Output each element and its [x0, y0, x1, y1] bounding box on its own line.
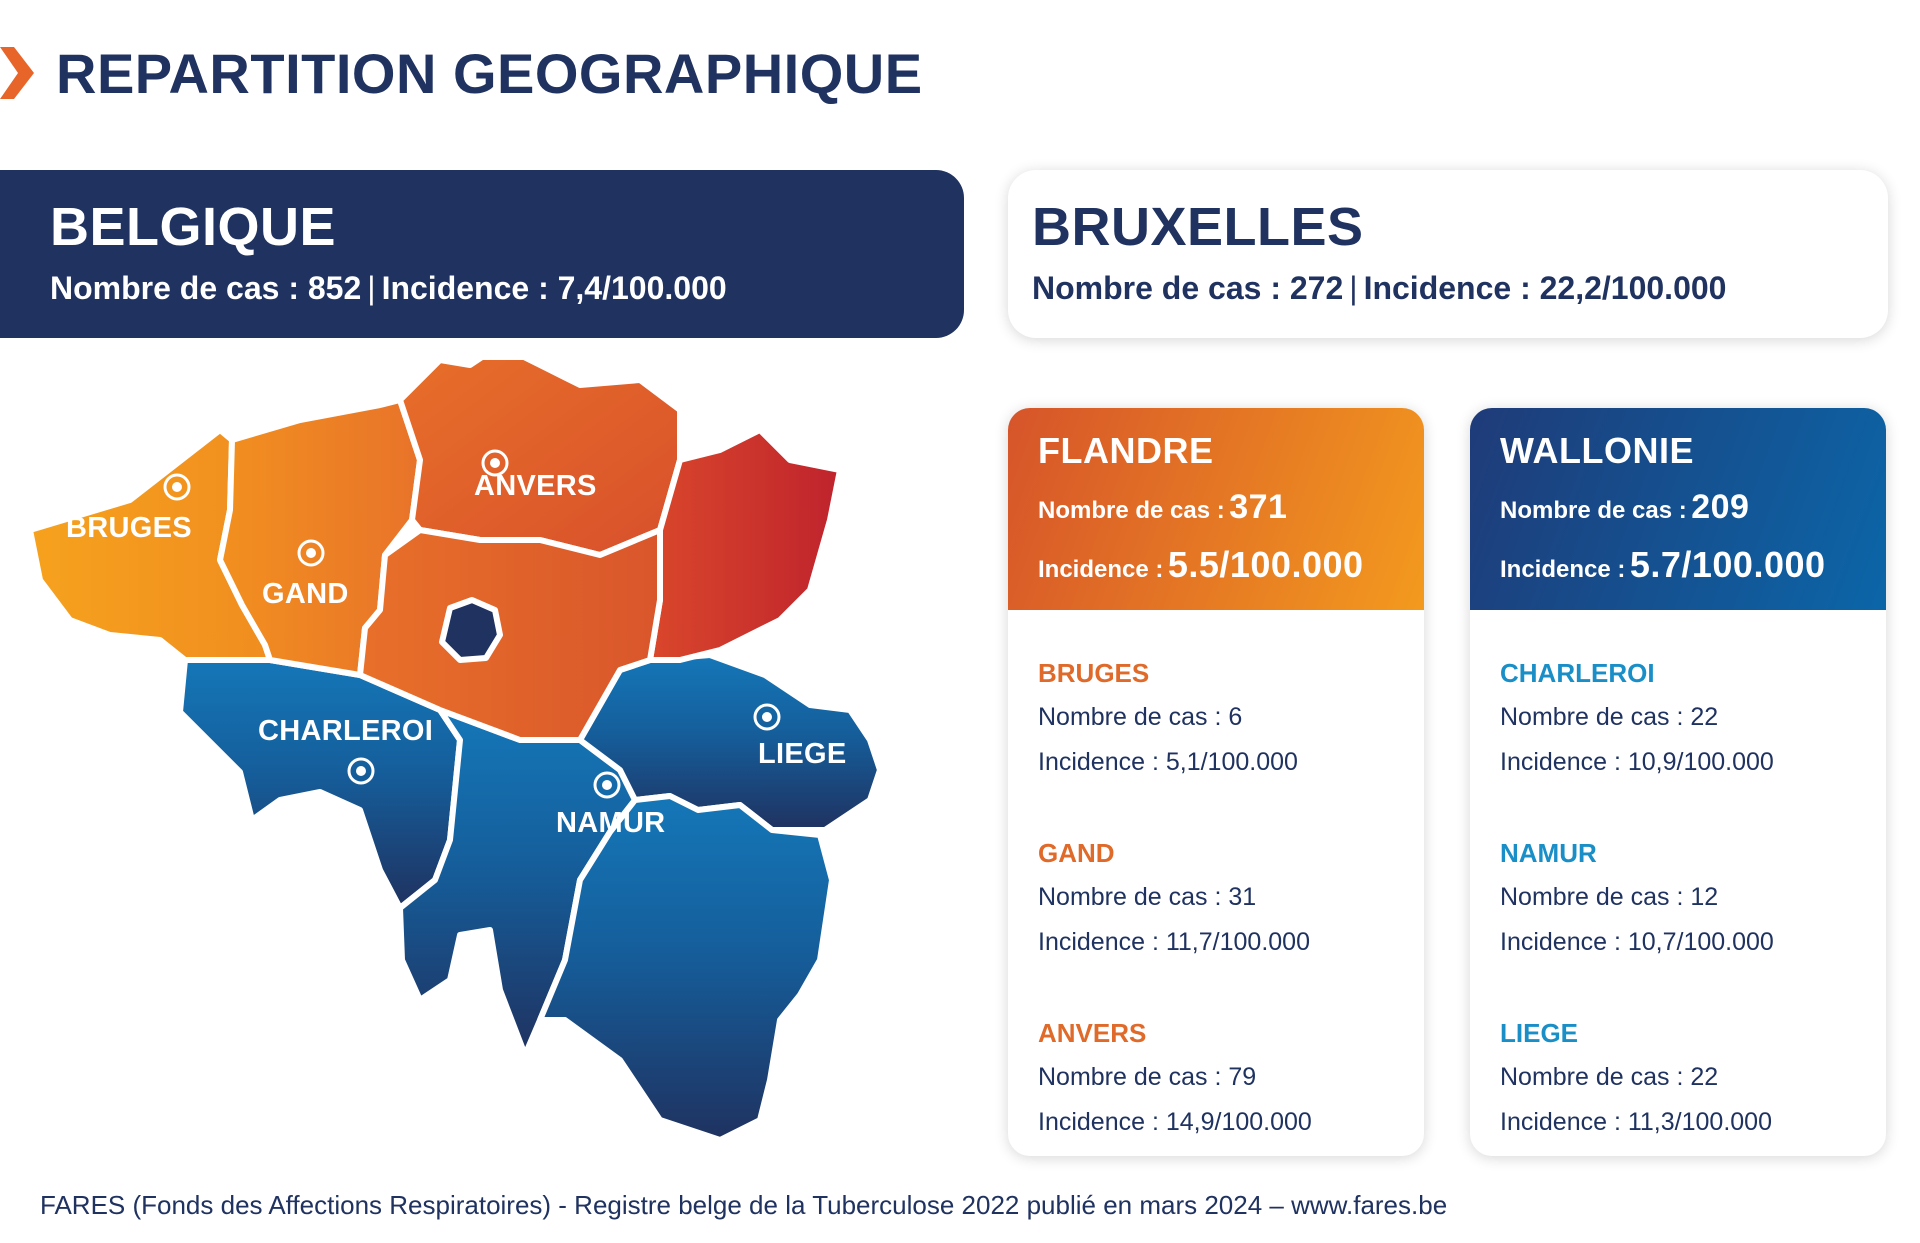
- wallonie-cases: [1500, 488, 1749, 527]
- map-label-gand: GAND: [262, 578, 349, 610]
- city-incidence: Incidence : 11,3/100.000: [1500, 1108, 1772, 1136]
- city-name: LIEGE: [1500, 1018, 1579, 1048]
- bruxelles-summary-card: [1008, 170, 1888, 338]
- cases-value: 371: [1229, 488, 1288, 526]
- target-marker-icon: [480, 448, 510, 478]
- city-incidence: Incidence : 10,9/100.000: [1500, 748, 1774, 776]
- flandre-title: FLANDRE: [1038, 430, 1214, 471]
- city-name: BRUGES: [1038, 658, 1150, 688]
- city-name: ANVERS: [1038, 1018, 1147, 1048]
- incidence-label: Incidence :: [1038, 556, 1164, 583]
- city-block-charleroi: [1500, 658, 1774, 793]
- belgique-summary-card: [0, 170, 964, 338]
- bruxelles-cases: Nombre de cas : 272: [1032, 270, 1344, 306]
- target-marker-icon: [346, 756, 376, 786]
- city-block-bruges: [1038, 658, 1298, 793]
- city-incidence: Incidence : 11,7/100.000: [1038, 928, 1310, 956]
- city-block-namur: [1500, 838, 1774, 973]
- city-cases: Nombre de cas : 6: [1038, 703, 1243, 731]
- page-header: [0, 38, 923, 108]
- chevron-right-icon: [0, 43, 40, 103]
- city-incidence: Incidence : 14,9/100.000: [1038, 1108, 1312, 1136]
- source-footer: FARES (Fonds des Affections Respiratoires) - Registre belge de la Tuberculose 2022 publié en mars 2024 – www.fares.be: [40, 1190, 1448, 1220]
- page-title: REPARTITION GEOGRAPHIQUE: [56, 41, 923, 105]
- cases-label: Nombre de cas :: [1038, 497, 1225, 524]
- bruxelles-stats: [1032, 270, 1726, 307]
- belgium-map: [20, 360, 980, 1165]
- stats-separator: |: [367, 270, 376, 306]
- target-marker-icon: [162, 472, 192, 502]
- belgique-cases: Nombre de cas : 852: [50, 270, 362, 306]
- incidence-label: Incidence :: [1500, 556, 1626, 583]
- map-label-anvers: ANVERS: [474, 470, 597, 502]
- city-cases: Nombre de cas : 22: [1500, 703, 1719, 731]
- target-marker-icon: [592, 770, 622, 800]
- target-marker-icon: [752, 702, 782, 732]
- limburg-region: [650, 430, 840, 660]
- cases-value: 209: [1691, 488, 1750, 526]
- city-block-anvers: [1038, 1018, 1312, 1153]
- flandre-card-header: [1008, 408, 1424, 610]
- bruxelles-incidence: Incidence : 22,2/100.000: [1363, 270, 1727, 306]
- map-label-bruges: BRUGES: [66, 512, 192, 544]
- wallonie-card-header: [1470, 408, 1886, 610]
- map-label-liege: LIEGE: [758, 738, 847, 770]
- stats-separator: |: [1349, 270, 1358, 306]
- city-cases: Nombre de cas : 79: [1038, 1063, 1257, 1091]
- city-incidence: Incidence : 5,1/100.000: [1038, 748, 1298, 776]
- city-cases: Nombre de cas : 22: [1500, 1063, 1719, 1091]
- bruxelles-title: BRUXELLES: [1032, 197, 1364, 257]
- city-block-gand: [1038, 838, 1310, 973]
- flandre-card: [1008, 408, 1424, 1156]
- city-name: GAND: [1038, 838, 1115, 868]
- flandre-incidence: [1038, 544, 1364, 586]
- cases-label: Nombre de cas :: [1500, 497, 1687, 524]
- brussels-region: [442, 600, 500, 660]
- city-name: CHARLEROI: [1500, 658, 1655, 688]
- incidence-value: 5.7/100.000: [1629, 544, 1826, 585]
- incidence-value: 5.5/100.000: [1167, 544, 1364, 585]
- map-label-charleroi: CHARLEROI: [258, 715, 434, 747]
- city-cases: Nombre de cas : 31: [1038, 883, 1257, 911]
- city-block-liege: [1500, 1018, 1772, 1153]
- belgique-incidence: Incidence : 7,4/100.000: [381, 270, 727, 306]
- city-name: NAMUR: [1500, 838, 1597, 868]
- wallonie-title: WALLONIE: [1500, 430, 1694, 471]
- wallonie-card: [1470, 408, 1886, 1156]
- flandre-cases: [1038, 488, 1287, 527]
- wallonie-incidence: [1500, 544, 1826, 586]
- belgique-stats: [50, 270, 727, 307]
- map-label-namur: NAMUR: [556, 807, 666, 839]
- city-incidence: Incidence : 10,7/100.000: [1500, 928, 1774, 956]
- city-cases: Nombre de cas : 12: [1500, 883, 1719, 911]
- belgique-title: BELGIQUE: [50, 197, 337, 257]
- antwerp-region: [400, 360, 680, 555]
- target-marker-icon: [296, 538, 326, 568]
